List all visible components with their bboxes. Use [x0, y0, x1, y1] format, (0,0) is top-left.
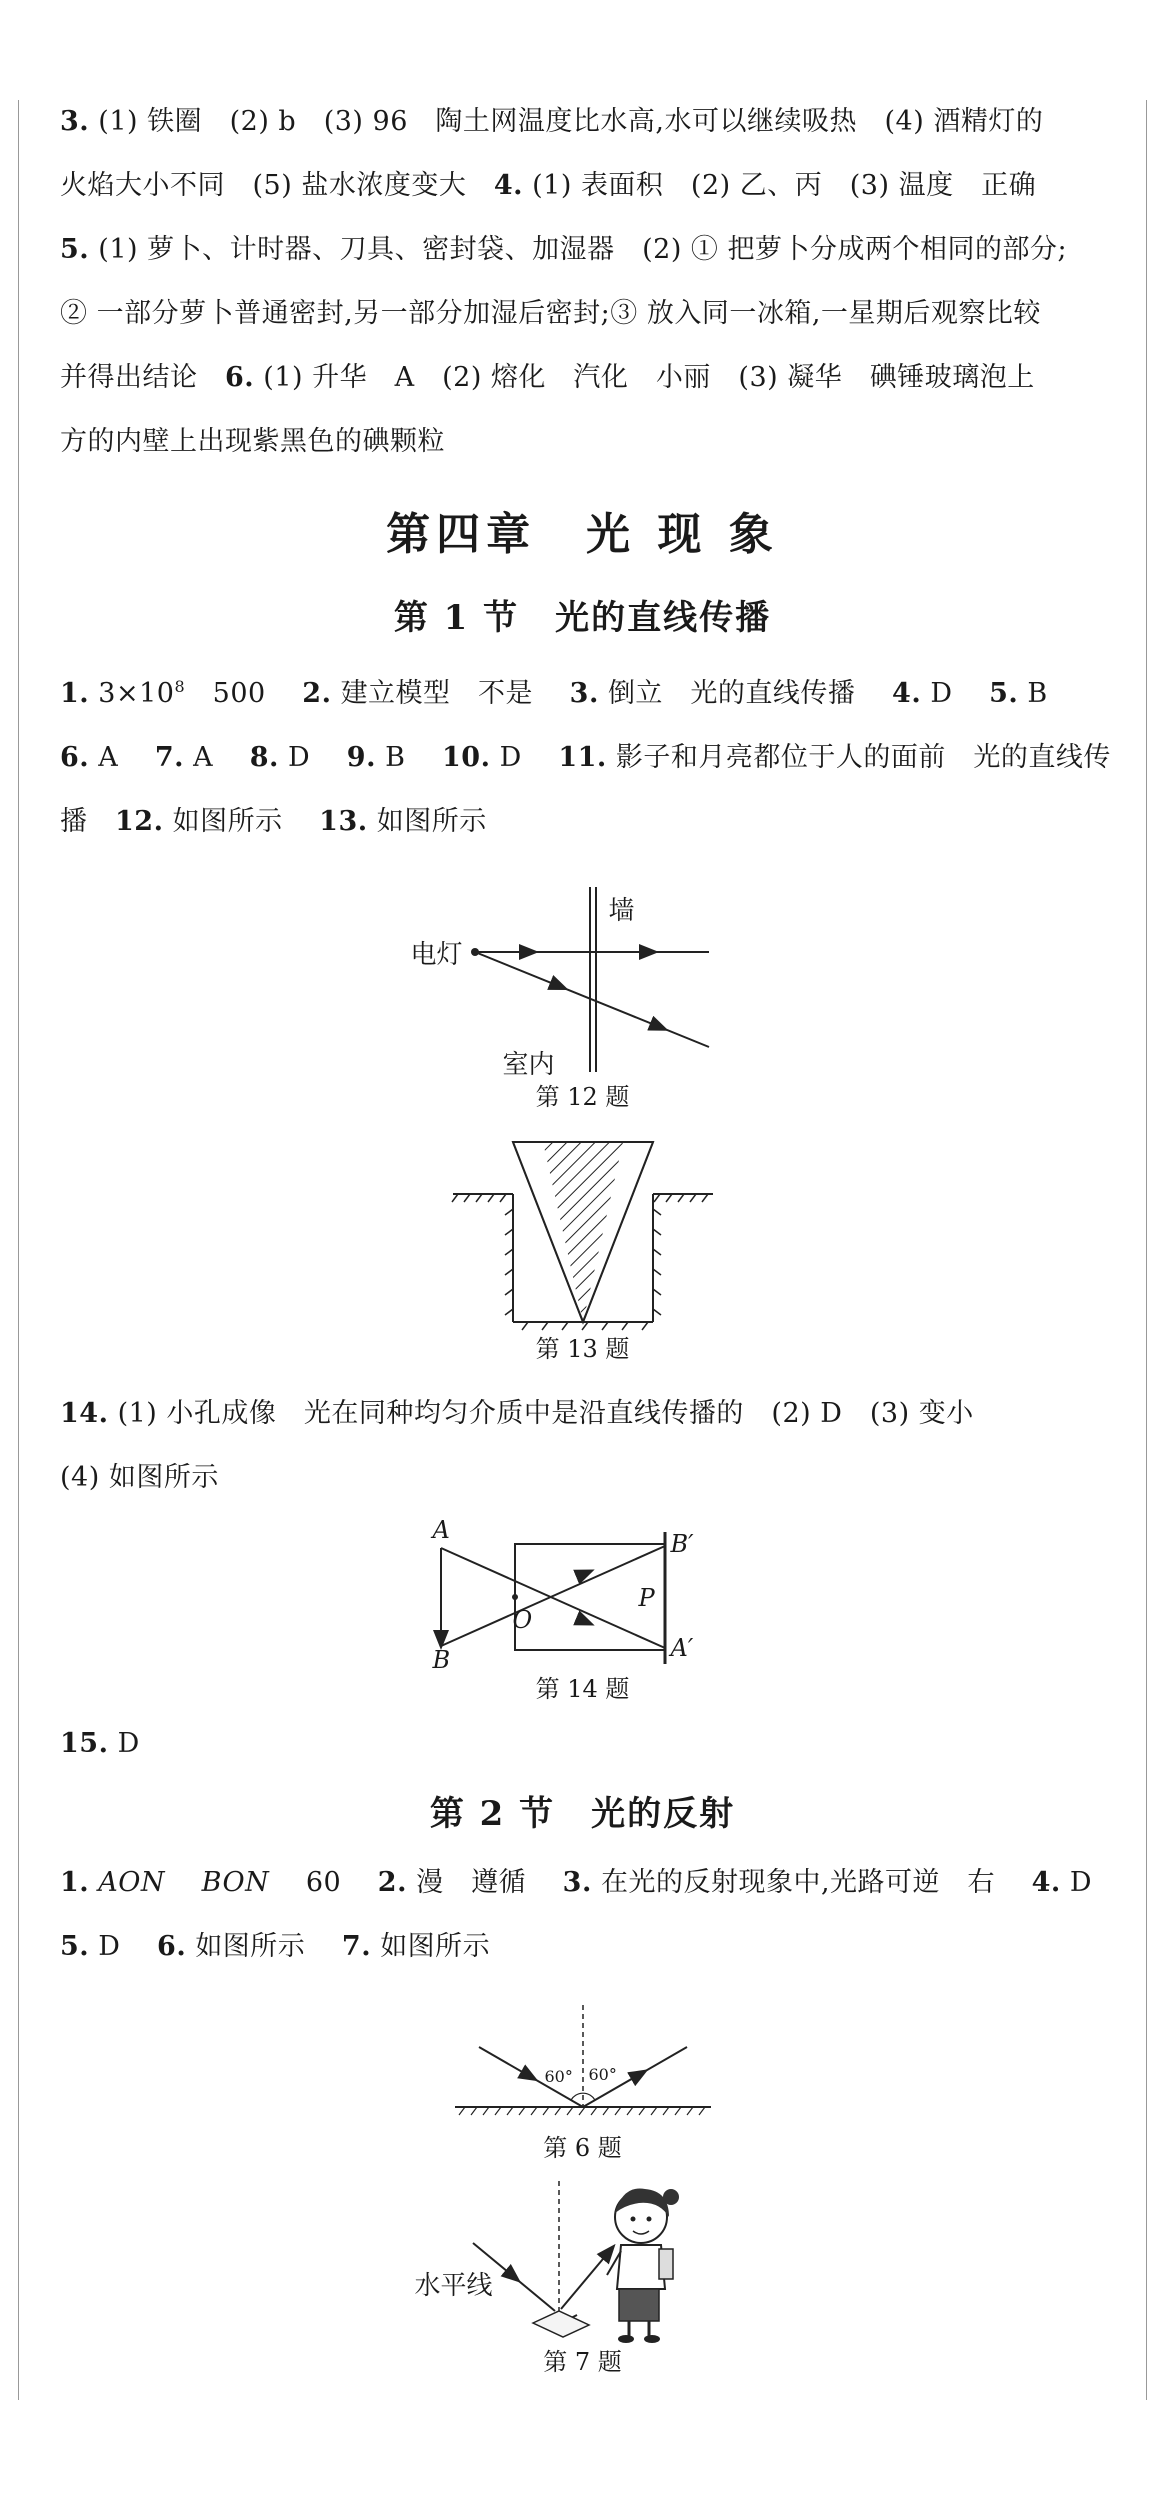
label-A: A — [432, 1516, 450, 1544]
answer-line — [60, 90, 1105, 154]
right-margin-rule — [1146, 100, 1147, 2400]
answer-text: 并得出结论 — [60, 362, 225, 393]
answer-text: 方的内壁上出现紫黑色的碘颗粒 — [60, 426, 445, 457]
answer-text: D — [288, 742, 338, 773]
answer-line — [60, 1382, 1105, 1446]
question-number: 1. — [60, 1867, 90, 1898]
answer-text: (1) 铁圈 (2) b (3) 96 陶土网温度比水高,水可以继续吸热 (4) 酒精灯的 — [98, 106, 1044, 137]
answer-text: 在光的反射现象中,光路可逆 右 — [600, 1867, 1023, 1898]
answer-text: 如图所示 — [380, 1931, 491, 1962]
question-number: 11. — [558, 742, 607, 773]
answer-line — [60, 346, 1105, 410]
answer-text: BON — [201, 1867, 270, 1898]
answer-text: A — [193, 742, 241, 773]
question-number: 3. — [569, 678, 599, 709]
question-number: 3. — [562, 1867, 592, 1898]
answer-text: D — [117, 1728, 140, 1759]
figure-caption: 第 13 题 — [535, 1335, 630, 1363]
question-number: 12. — [115, 806, 164, 837]
answer-text: D — [930, 678, 980, 709]
answer-line — [60, 1851, 1105, 1915]
chapter-title: 第四章 光 现 象 — [386, 509, 779, 560]
question-number: 4. — [892, 678, 922, 709]
mirror-block — [533, 2311, 589, 2337]
section-title: 第 2 节 光的反射 — [429, 1794, 736, 1834]
answer-text: D — [499, 742, 550, 773]
question-number: 4. — [1031, 1867, 1061, 1898]
figure-7-diagram — [433, 2177, 733, 2347]
question-number: 14. — [60, 1398, 109, 1429]
answer-line — [60, 1712, 1105, 1776]
figure-14 — [413, 1516, 753, 1704]
answer-line — [60, 218, 1105, 282]
label-room: 室内 — [502, 1050, 555, 1080]
question-number: 2. — [302, 678, 332, 709]
answer-text: (1) 升华 A (2) 熔化 汽化 小丽 (3) 凝华 碘锤玻璃泡上 — [263, 362, 1035, 393]
answer-text: 倒立 光的直线传播 — [607, 678, 883, 709]
label-O: O — [512, 1606, 533, 1634]
question-number: 5. — [989, 678, 1019, 709]
question-number: 7. — [154, 742, 185, 773]
figure-caption: 第 14 题 — [535, 1675, 630, 1703]
question-number: 1. — [60, 678, 90, 709]
answer-text: 500 — [185, 678, 294, 709]
question-number: 6. — [157, 1931, 187, 1962]
answer-text: 播 — [60, 806, 115, 837]
answer-text: 3×10 — [98, 678, 175, 709]
answer-page — [60, 90, 1111, 2377]
left-margin-rule — [18, 100, 19, 2400]
question-number: 7. — [341, 1931, 372, 1962]
answer-text: 漫 遵循 — [416, 1867, 554, 1898]
figure-13-diagram — [433, 1134, 733, 1334]
figure-12-diagram — [403, 882, 763, 1082]
label-horizon: 水平线 — [414, 2271, 493, 2301]
answer-text: ② 一部分萝卜普通密封,另一部分加湿后密封;③ 放入同一冰箱,一星期后观察比较 — [60, 298, 1041, 329]
label-P: P — [638, 1584, 655, 1612]
question-number: 6. — [60, 742, 90, 773]
answer-text: (4) 如图所示 — [60, 1462, 219, 1493]
answer-text: 如图所示 — [172, 806, 311, 837]
label-B-prime: B′ — [670, 1530, 694, 1558]
answer-text: A — [98, 742, 146, 773]
angle-right-label: 60° — [588, 2065, 617, 2084]
question-number: 8. — [249, 742, 279, 773]
answer-line — [60, 1446, 1105, 1510]
question-number: 10. — [442, 742, 491, 773]
figure-13 — [433, 1134, 733, 1364]
question-number: 5. — [60, 234, 90, 265]
answer-text: (1) 萝卜、计时器、刀具、密封袋、加湿器 (2) ① 把萝卜分成两个相同的部分; — [98, 234, 1068, 265]
answer-line — [60, 154, 1105, 218]
label-A-prime: A′ — [670, 1634, 694, 1662]
figure-caption: 第 7 题 — [543, 2348, 622, 2376]
answer-text: B — [1027, 678, 1048, 709]
question-number: 13. — [319, 806, 368, 837]
question-number: 15. — [60, 1728, 109, 1759]
label-B: B — [432, 1646, 451, 1674]
figure-7 — [414, 2177, 733, 2377]
answer-text: 如图所示 — [376, 806, 487, 837]
figure-14-diagram — [413, 1524, 753, 1674]
answer-text: B — [385, 742, 433, 773]
answer-text: 如图所示 — [195, 1931, 333, 1962]
answer-text: (1) 表面积 (2) 乙、丙 (3) 温度 正确 — [532, 170, 1037, 201]
question-number: 2. — [377, 1867, 407, 1898]
answer-text: 影子和月亮都位于人的面前 光的直线传 — [615, 742, 1111, 773]
question-number: 5. — [60, 1931, 90, 1962]
label-lamp: 电灯 — [410, 940, 463, 970]
figure-6 — [453, 2003, 713, 2163]
answer-text: D — [1069, 1867, 1093, 1898]
question-number: 9. — [346, 742, 376, 773]
answer-line — [60, 410, 1105, 474]
question-number: 6. — [225, 362, 255, 393]
figure-6-diagram — [453, 2003, 713, 2133]
answer-line — [60, 790, 1105, 854]
answer-line — [60, 726, 1111, 790]
answer-text: 火焰大小不同 (5) 盐水浓度变大 — [60, 170, 494, 201]
figure-caption: 第 6 题 — [543, 2134, 622, 2162]
figure-caption: 第 12 题 — [535, 1083, 630, 1111]
question-number: 4. — [493, 170, 524, 201]
question-number: 3. — [60, 106, 90, 137]
answer-text: D — [98, 1931, 148, 1962]
exponent: 8 — [174, 677, 186, 696]
figure-12 — [403, 882, 763, 1112]
section-title: 第 1 节 光的直线传播 — [393, 598, 772, 638]
answer-text: AON — [98, 1867, 166, 1898]
answer-line — [60, 1915, 1105, 1979]
answer-text: 60 — [305, 1867, 369, 1898]
girl-illustration — [607, 2189, 679, 2344]
answer-line — [60, 282, 1105, 346]
answer-line — [60, 655, 1105, 726]
answer-text: 建立模型 不是 — [340, 678, 561, 709]
label-wall: 墙 — [608, 896, 635, 926]
angle-left-label: 60° — [544, 2067, 573, 2086]
answer-text: (1) 小孔成像 光在同种均匀介质中是沿直线传播的 (2) D (3) 变小 — [117, 1398, 974, 1429]
